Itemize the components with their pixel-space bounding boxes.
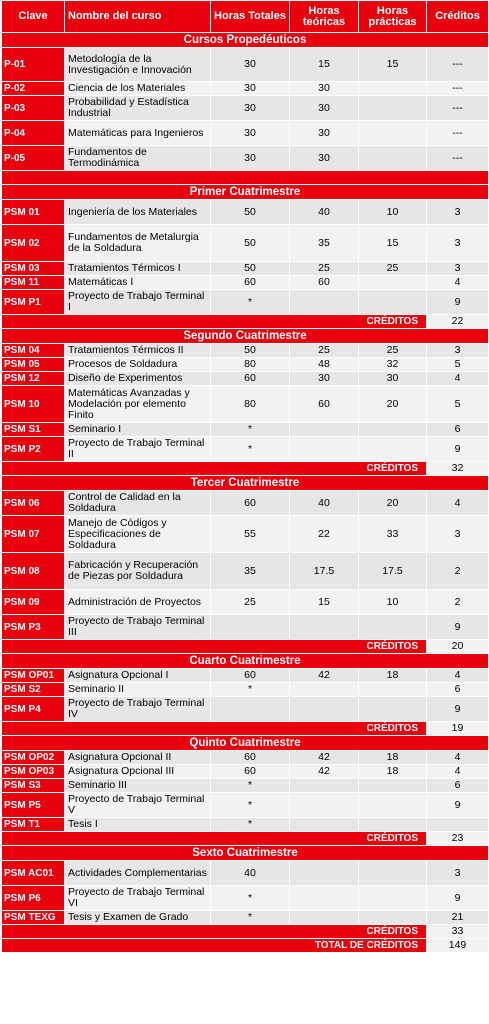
course-creditos: --- xyxy=(427,48,489,82)
course-horas-practicas: 25 xyxy=(359,344,427,358)
course-nombre: Asignatura Opcional II xyxy=(65,751,211,765)
course-horas-practicas xyxy=(359,290,427,315)
course-nombre: Fundamentos de Metalurgia de la Soldadura xyxy=(65,225,211,262)
header-horas-totales: Horas Totales xyxy=(211,1,290,33)
course-nombre: Tratamientos Térmicos II xyxy=(65,344,211,358)
course-clave: PSM P6 xyxy=(2,886,65,911)
course-row xyxy=(2,779,489,793)
course-creditos: 4 xyxy=(427,765,489,779)
credits-row xyxy=(2,640,489,654)
course-clave: PSM P5 xyxy=(2,793,65,818)
course-nombre: Seminario III xyxy=(65,779,211,793)
course-horas-teoricas xyxy=(290,861,359,886)
course-row xyxy=(2,669,489,683)
course-clave: PSM 12 xyxy=(2,372,65,386)
course-horas-practicas xyxy=(359,96,427,121)
total-credits-row xyxy=(2,939,489,953)
course-clave: PSM P3 xyxy=(2,615,65,640)
course-horas-teoricas: 35 xyxy=(290,225,359,262)
course-row xyxy=(2,262,489,276)
course-horas-totales: 80 xyxy=(211,386,290,423)
course-nombre: Matemáticas para Ingenieros xyxy=(65,121,211,146)
course-creditos: 4 xyxy=(427,372,489,386)
course-horas-totales: * xyxy=(211,911,290,925)
course-horas-totales: * xyxy=(211,437,290,462)
section-title: Segundo Cuatrimestre xyxy=(2,329,489,344)
course-horas-teoricas xyxy=(290,793,359,818)
course-nombre: Proyecto de Trabajo Terminal I xyxy=(65,290,211,315)
course-horas-teoricas: 42 xyxy=(290,765,359,779)
course-nombre: Probabilidad y Estadística Industrial xyxy=(65,96,211,121)
course-horas-teoricas: 48 xyxy=(290,358,359,372)
course-horas-teoricas xyxy=(290,818,359,832)
course-creditos: 21 xyxy=(427,911,489,925)
course-clave: P-01 xyxy=(2,48,65,82)
header-creditos: Créditos xyxy=(427,1,489,33)
course-horas-teoricas: 42 xyxy=(290,669,359,683)
course-horas-totales: 55 xyxy=(211,516,290,553)
course-horas-totales: 60 xyxy=(211,669,290,683)
credits-row xyxy=(2,462,489,476)
course-creditos: 9 xyxy=(427,615,489,640)
course-row xyxy=(2,911,489,925)
course-clave: PSM 09 xyxy=(2,590,65,615)
credits-label: CRÉDITOS xyxy=(2,640,427,654)
course-clave: PSM 08 xyxy=(2,553,65,590)
course-horas-totales: 35 xyxy=(211,553,290,590)
course-creditos: 3 xyxy=(427,861,489,886)
course-clave: PSM T1 xyxy=(2,818,65,832)
course-nombre: Tesis y Examen de Grado xyxy=(65,911,211,925)
course-horas-practicas xyxy=(359,861,427,886)
course-creditos: 4 xyxy=(427,669,489,683)
course-horas-teoricas: 40 xyxy=(290,200,359,225)
course-horas-totales: 50 xyxy=(211,225,290,262)
course-row xyxy=(2,516,489,553)
course-horas-practicas: 18 xyxy=(359,669,427,683)
course-horas-practicas: 18 xyxy=(359,765,427,779)
course-nombre: Control de Calidad en la Soldadura xyxy=(65,491,211,516)
course-horas-teoricas xyxy=(290,697,359,722)
course-horas-totales: 60 xyxy=(211,765,290,779)
course-creditos: 9 xyxy=(427,793,489,818)
course-horas-practicas xyxy=(359,683,427,697)
course-row xyxy=(2,793,489,818)
course-horas-totales: 30 xyxy=(211,82,290,96)
course-nombre: Ingeniería de los Materiales xyxy=(65,200,211,225)
course-clave: PSM P4 xyxy=(2,697,65,722)
course-nombre: Proyecto de Trabajo Terminal II xyxy=(65,437,211,462)
course-clave: PSM S3 xyxy=(2,779,65,793)
course-row xyxy=(2,344,489,358)
course-nombre: Seminario II xyxy=(65,683,211,697)
credits-row xyxy=(2,722,489,736)
course-row xyxy=(2,121,489,146)
header-clave: Clave xyxy=(2,1,65,33)
course-horas-teoricas xyxy=(290,615,359,640)
course-horas-teoricas: 22 xyxy=(290,516,359,553)
course-horas-totales: 40 xyxy=(211,861,290,886)
course-row xyxy=(2,200,489,225)
course-horas-totales: 50 xyxy=(211,344,290,358)
course-nombre: Asignatura Opcional III xyxy=(65,765,211,779)
table-body xyxy=(2,33,489,953)
course-nombre: Administración de Proyectos xyxy=(65,590,211,615)
course-horas-practicas: 15 xyxy=(359,48,427,82)
course-horas-teoricas: 30 xyxy=(290,121,359,146)
course-horas-practicas: 20 xyxy=(359,491,427,516)
course-horas-teoricas: 40 xyxy=(290,491,359,516)
course-row xyxy=(2,82,489,96)
course-horas-totales: 30 xyxy=(211,121,290,146)
course-horas-practicas xyxy=(359,276,427,290)
course-nombre: Metodología de la Investigación e Innovación xyxy=(65,48,211,82)
course-creditos: 3 xyxy=(427,262,489,276)
course-nombre: Proyecto de Trabajo Terminal V xyxy=(65,793,211,818)
course-clave: PSM TEXG xyxy=(2,911,65,925)
course-horas-teoricas xyxy=(290,437,359,462)
course-horas-practicas xyxy=(359,121,427,146)
course-horas-practicas: 30 xyxy=(359,372,427,386)
course-row xyxy=(2,491,489,516)
course-creditos: --- xyxy=(427,82,489,96)
course-horas-teoricas: 25 xyxy=(290,262,359,276)
section-title: Primer Cuatrimestre xyxy=(2,185,489,200)
course-horas-practicas: 15 xyxy=(359,225,427,262)
credits-row xyxy=(2,925,489,939)
course-creditos: 4 xyxy=(427,751,489,765)
course-clave: PSM 03 xyxy=(2,262,65,276)
course-horas-practicas: 18 xyxy=(359,751,427,765)
course-clave: P-03 xyxy=(2,96,65,121)
course-nombre: Diseño de Experimentos xyxy=(65,372,211,386)
course-horas-practicas xyxy=(359,423,427,437)
course-row xyxy=(2,146,489,171)
course-horas-totales: 30 xyxy=(211,146,290,171)
section-title: Tercer Cuatrimestre xyxy=(2,476,489,491)
course-creditos: 9 xyxy=(427,697,489,722)
course-horas-totales: * xyxy=(211,886,290,911)
credits-value: 33 xyxy=(427,925,489,939)
course-horas-practicas: 20 xyxy=(359,386,427,423)
course-creditos: 3 xyxy=(427,344,489,358)
section-header-row xyxy=(2,33,489,48)
course-clave: PSM P2 xyxy=(2,437,65,462)
course-clave: PSM OP03 xyxy=(2,765,65,779)
course-nombre: Seminario I xyxy=(65,423,211,437)
course-horas-totales: 60 xyxy=(211,491,290,516)
course-clave: P-04 xyxy=(2,121,65,146)
credits-row xyxy=(2,315,489,329)
section-header-row xyxy=(2,185,489,200)
course-horas-teoricas: 42 xyxy=(290,751,359,765)
course-clave: PSM OP02 xyxy=(2,751,65,765)
course-horas-totales: 80 xyxy=(211,358,290,372)
course-nombre: Fundamentos de Termodinámica xyxy=(65,146,211,171)
course-creditos: 6 xyxy=(427,779,489,793)
course-row xyxy=(2,818,489,832)
course-horas-practicas xyxy=(359,911,427,925)
course-horas-practicas: 17.5 xyxy=(359,553,427,590)
course-horas-practicas: 33 xyxy=(359,516,427,553)
course-clave: P-02 xyxy=(2,82,65,96)
course-row xyxy=(2,225,489,262)
header-nombre: Nombre del curso xyxy=(65,1,211,33)
course-clave: PSM AC01 xyxy=(2,861,65,886)
course-creditos: 6 xyxy=(427,683,489,697)
course-horas-practicas xyxy=(359,82,427,96)
course-horas-teoricas: 17.5 xyxy=(290,553,359,590)
course-horas-totales: * xyxy=(211,290,290,315)
course-horas-totales: 30 xyxy=(211,96,290,121)
course-creditos: 5 xyxy=(427,358,489,372)
course-nombre: Proyecto de Trabajo Terminal IV xyxy=(65,697,211,722)
section-header-row xyxy=(2,654,489,669)
course-creditos: 9 xyxy=(427,437,489,462)
course-horas-practicas xyxy=(359,779,427,793)
course-horas-teoricas xyxy=(290,683,359,697)
course-row xyxy=(2,386,489,423)
section-title: Cursos Propedéuticos xyxy=(2,33,489,48)
course-horas-teoricas: 25 xyxy=(290,344,359,358)
course-row xyxy=(2,683,489,697)
course-row xyxy=(2,751,489,765)
course-horas-practicas: 10 xyxy=(359,200,427,225)
course-horas-practicas: 25 xyxy=(359,262,427,276)
course-horas-teoricas xyxy=(290,886,359,911)
course-clave: PSM 11 xyxy=(2,276,65,290)
course-row xyxy=(2,861,489,886)
header-horas-practicas: Horas prácticas xyxy=(359,1,427,33)
course-horas-practicas: 32 xyxy=(359,358,427,372)
credits-value: 19 xyxy=(427,722,489,736)
course-creditos: 3 xyxy=(427,200,489,225)
course-clave: PSM P1 xyxy=(2,290,65,315)
course-horas-totales: 50 xyxy=(211,200,290,225)
header-row xyxy=(2,1,489,33)
course-nombre: Matemáticas Avanzadas y Modelación por elemento Finito xyxy=(65,386,211,423)
credits-row xyxy=(2,832,489,846)
credits-label: CRÉDITOS xyxy=(2,722,427,736)
course-clave: PSM S2 xyxy=(2,683,65,697)
course-clave: PSM OP01 xyxy=(2,669,65,683)
section-spacer xyxy=(2,171,489,185)
spacer-cell xyxy=(2,171,489,185)
course-row xyxy=(2,96,489,121)
course-row xyxy=(2,372,489,386)
course-horas-teoricas xyxy=(290,290,359,315)
course-nombre: Procesos de Soldadura xyxy=(65,358,211,372)
course-nombre: Proyecto de Trabajo Terminal VI xyxy=(65,886,211,911)
course-row xyxy=(2,553,489,590)
course-creditos: --- xyxy=(427,121,489,146)
credits-value: 22 xyxy=(427,315,489,329)
course-clave: PSM 01 xyxy=(2,200,65,225)
course-creditos: 2 xyxy=(427,553,489,590)
curriculum-table xyxy=(1,0,489,953)
course-horas-teoricas: 30 xyxy=(290,96,359,121)
course-clave: PSM 05 xyxy=(2,358,65,372)
total-credits-label: TOTAL DE CRÉDITOS xyxy=(2,939,427,953)
course-horas-teoricas: 15 xyxy=(290,48,359,82)
course-horas-practicas: 10 xyxy=(359,590,427,615)
credits-label: CRÉDITOS xyxy=(2,315,427,329)
course-row xyxy=(2,276,489,290)
course-nombre: Ciencia de los Materiales xyxy=(65,82,211,96)
course-creditos xyxy=(427,818,489,832)
course-clave: P-05 xyxy=(2,146,65,171)
course-creditos: 2 xyxy=(427,590,489,615)
section-header-row xyxy=(2,736,489,751)
course-row xyxy=(2,590,489,615)
course-horas-teoricas xyxy=(290,423,359,437)
course-horas-totales: 30 xyxy=(211,48,290,82)
course-creditos: 3 xyxy=(427,516,489,553)
course-horas-totales: 50 xyxy=(211,262,290,276)
course-nombre: Asignatura Opcional I xyxy=(65,669,211,683)
course-creditos: --- xyxy=(427,96,489,121)
course-horas-totales: * xyxy=(211,683,290,697)
course-clave: PSM S1 xyxy=(2,423,65,437)
course-nombre: Tesis I xyxy=(65,818,211,832)
course-horas-totales: * xyxy=(211,818,290,832)
course-horas-totales: * xyxy=(211,423,290,437)
course-row xyxy=(2,437,489,462)
course-horas-totales xyxy=(211,615,290,640)
course-horas-totales: * xyxy=(211,779,290,793)
course-nombre: Matemáticas I xyxy=(65,276,211,290)
course-row xyxy=(2,290,489,315)
course-horas-totales: 60 xyxy=(211,372,290,386)
course-row xyxy=(2,886,489,911)
course-horas-practicas xyxy=(359,818,427,832)
course-horas-practicas xyxy=(359,146,427,171)
section-header-row xyxy=(2,329,489,344)
course-horas-teoricas: 60 xyxy=(290,276,359,290)
header-horas-teoricas: Horas teóricas xyxy=(290,1,359,33)
course-nombre: Proyecto de Trabajo Terminal III xyxy=(65,615,211,640)
course-horas-totales: 60 xyxy=(211,276,290,290)
credits-value: 23 xyxy=(427,832,489,846)
course-horas-totales: * xyxy=(211,793,290,818)
section-title: Sexto Cuatrimestre xyxy=(2,846,489,861)
course-clave: PSM 02 xyxy=(2,225,65,262)
course-horas-teoricas xyxy=(290,911,359,925)
course-nombre: Tratamientos Térmicos I xyxy=(65,262,211,276)
course-horas-teoricas: 30 xyxy=(290,372,359,386)
credits-label: CRÉDITOS xyxy=(2,925,427,939)
course-horas-totales: 25 xyxy=(211,590,290,615)
course-horas-totales: 60 xyxy=(211,751,290,765)
course-horas-practicas xyxy=(359,793,427,818)
course-clave: PSM 04 xyxy=(2,344,65,358)
course-nombre: Manejo de Códigos y Especificaciones de Soldadura xyxy=(65,516,211,553)
course-horas-teoricas: 15 xyxy=(290,590,359,615)
section-header-row xyxy=(2,846,489,861)
course-row xyxy=(2,48,489,82)
course-creditos: 4 xyxy=(427,276,489,290)
course-clave: PSM 07 xyxy=(2,516,65,553)
course-creditos: 5 xyxy=(427,386,489,423)
section-title: Cuarto Cuatrimestre xyxy=(2,654,489,669)
section-title: Quinto Cuatrimestre xyxy=(2,736,489,751)
course-creditos: 3 xyxy=(427,225,489,262)
course-creditos: 9 xyxy=(427,886,489,911)
course-row xyxy=(2,697,489,722)
course-row xyxy=(2,358,489,372)
section-header-row xyxy=(2,476,489,491)
total-credits-value: 149 xyxy=(427,939,489,953)
course-nombre: Actividades Complementarias xyxy=(65,861,211,886)
course-row xyxy=(2,423,489,437)
course-row xyxy=(2,765,489,779)
course-creditos: 9 xyxy=(427,290,489,315)
course-horas-teoricas: 60 xyxy=(290,386,359,423)
course-horas-teoricas: 30 xyxy=(290,82,359,96)
credits-value: 20 xyxy=(427,640,489,654)
credits-label: CRÉDITOS xyxy=(2,832,427,846)
course-creditos: 4 xyxy=(427,491,489,516)
credits-value: 32 xyxy=(427,462,489,476)
course-horas-practicas xyxy=(359,615,427,640)
course-clave: PSM 06 xyxy=(2,491,65,516)
course-clave: PSM 10 xyxy=(2,386,65,423)
course-horas-practicas xyxy=(359,697,427,722)
course-creditos: --- xyxy=(427,146,489,171)
course-horas-teoricas xyxy=(290,779,359,793)
course-horas-practicas xyxy=(359,437,427,462)
course-row xyxy=(2,615,489,640)
course-horas-totales xyxy=(211,697,290,722)
course-nombre: Fabricación y Recuperación de Piezas por Soldadura xyxy=(65,553,211,590)
course-horas-teoricas: 30 xyxy=(290,146,359,171)
course-creditos: 6 xyxy=(427,423,489,437)
credits-label: CRÉDITOS xyxy=(2,462,427,476)
course-horas-practicas xyxy=(359,886,427,911)
